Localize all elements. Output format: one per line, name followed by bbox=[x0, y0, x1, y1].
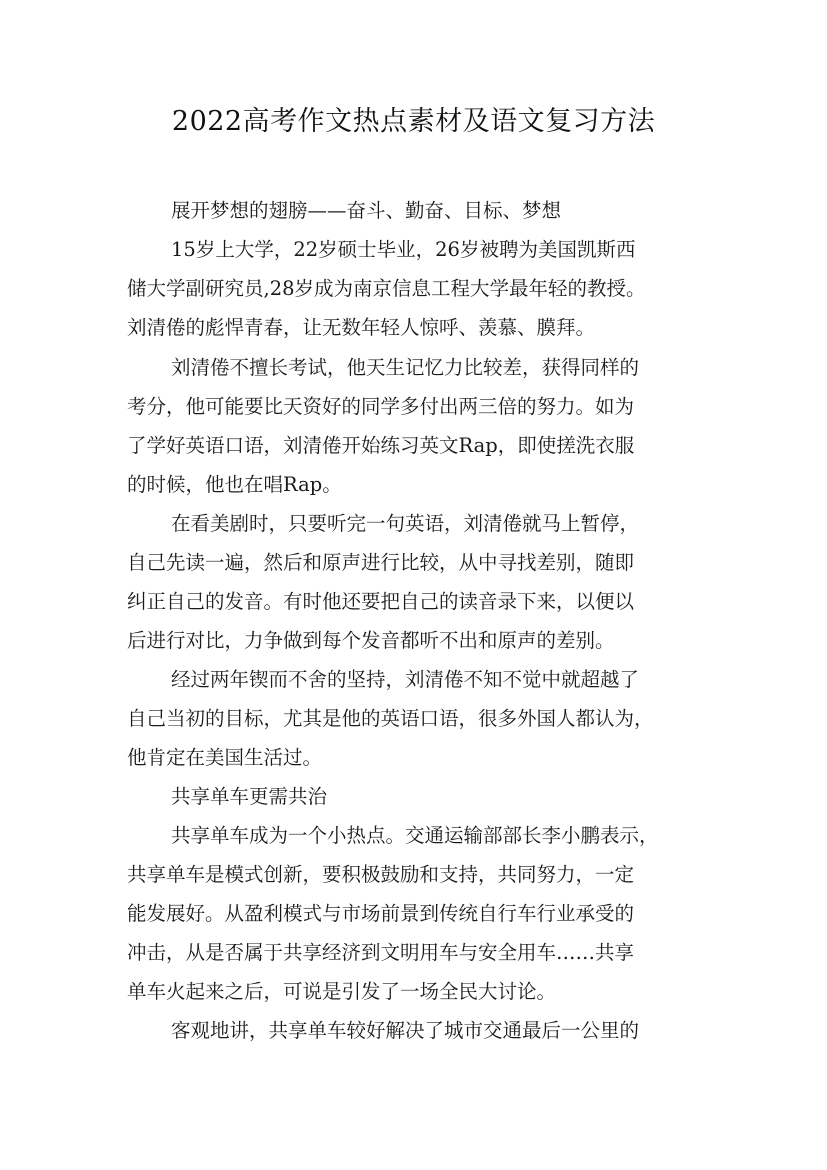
paragraph-line: 刘清倦的彪悍青春，让无数年轻人惊呼、羡慕、膜拜。 bbox=[127, 316, 596, 339]
paragraph-line: 刘清倦不擅长考试，他天生记忆力比较差，获得同样的 bbox=[171, 356, 640, 379]
paragraph-line: 考分，他可能要比天资好的同学多付出两三倍的努力。如为 bbox=[127, 395, 635, 418]
section-heading: 共享单车更需共治 bbox=[171, 785, 328, 808]
paragraph-line: 纠正自己的发音。有时他还要把自己的读音录下来，以便以 bbox=[127, 590, 635, 613]
section-heading: 展开梦想的翅膀——奋斗、勤奋、目标、梦想 bbox=[171, 199, 562, 222]
paragraph-line: 后进行对比，力争做到每个发音都听不出和原声的差别。 bbox=[127, 629, 615, 652]
paragraph-line: 15岁上大学，22岁硕士毕业，26岁被聘为美国凯斯西 bbox=[171, 238, 636, 261]
paragraph-line: 在看美剧时，只要听完一句英语，刘清倦就马上暂停， bbox=[171, 512, 640, 535]
paragraph-line: 的时候，他也在唱Rap。 bbox=[127, 473, 342, 496]
paragraph-line: 经过两年锲而不舍的坚持，刘清倦不知不觉中就超越了 bbox=[171, 668, 640, 691]
paragraph-line: 他肯定在美国生活过。 bbox=[127, 746, 323, 769]
paragraph-line: 储大学副研究员,28岁成为南京信息工程大学最年轻的教授。 bbox=[127, 277, 646, 300]
paragraph-line: 共享单车是模式创新，要积极鼓励和支持，共同努力，一定 bbox=[127, 863, 635, 886]
paragraph-line: 客观地讲，共享单车较好解决了城市交通最后一公里的 bbox=[171, 1019, 640, 1042]
paragraph-line: 共享单车成为一个小热点。交通运输部部长李小鹏表示， bbox=[171, 824, 659, 847]
paragraph-line: 单车火起来之后，可说是引发了一场全民大讨论。 bbox=[127, 980, 557, 1003]
document-title: 2022高考作文热点素材及语文复习方法 bbox=[171, 106, 656, 137]
paragraph-line: 了学好英语口语，刘清倦开始练习英文Rap，即使搓洗衣服 bbox=[127, 434, 635, 457]
paragraph-line: 能发展好。从盈利模式与市场前景到传统自行车行业承受的 bbox=[127, 902, 635, 925]
paragraph-line: 自己先读一遍，然后和原声进行比较，从中寻找差别，随即 bbox=[127, 551, 635, 574]
paragraph-line: 自己当初的目标，尤其是他的英语口语，很多外国人都认为， bbox=[127, 707, 654, 730]
paragraph-line: 冲击，从是否属于共享经济到文明用车与安全用车……共享 bbox=[127, 941, 635, 964]
